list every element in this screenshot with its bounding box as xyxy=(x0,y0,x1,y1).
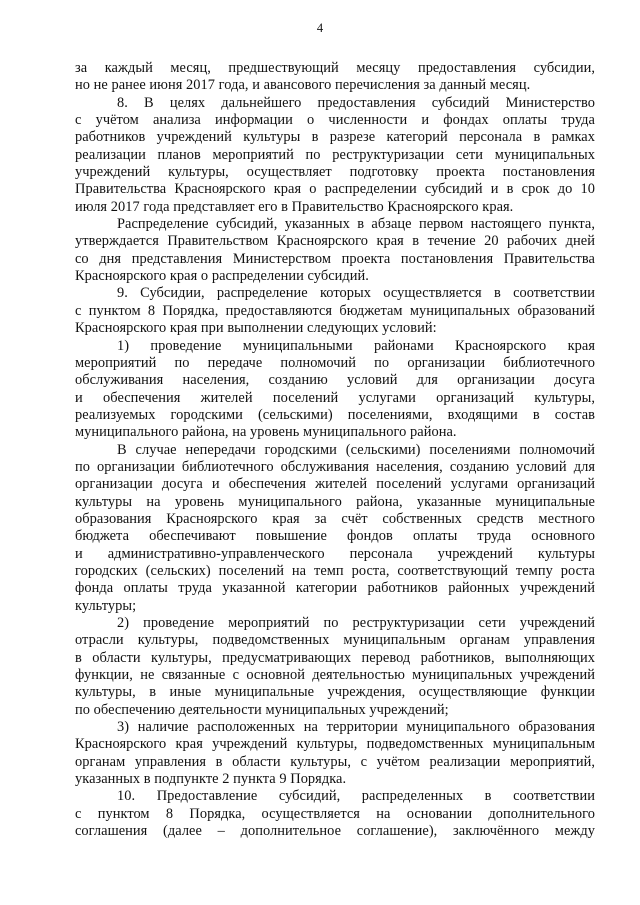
paragraph-subitem-2 xyxy=(75,615,595,719)
paragraph-distribution xyxy=(75,216,595,285)
document-body xyxy=(75,60,595,840)
text-line: июля 2017 года представляет его в Правительство Красноярского края. xyxy=(75,198,514,215)
text-line: реализуемых городскими (сельскими) поселениями, входящими в состав xyxy=(75,406,595,423)
text-line: со дня представления Министерством проекта постановления Правительства xyxy=(75,250,595,267)
text-line: организации досуга и обеспечения жителей поселений услугами организаций xyxy=(75,476,595,493)
text-line: с учётом анализа информации о численности и фондах оплаты труда xyxy=(75,112,595,129)
text-line: муниципального района, на уровень муниципального района. xyxy=(75,424,457,441)
text-line: но не ранее июня 2017 года, и авансового перечисления за данный месяц. xyxy=(75,77,531,94)
text-line: отрасли культуры, подведомственных муниципальным органам управления xyxy=(75,632,595,649)
text-line: работников учреждений культуры в разрезе категорий персонала в рамках xyxy=(75,129,595,146)
text-line: функции, не связанные с основной деятельностью муниципальных учреждений xyxy=(75,667,595,684)
paragraph-non-transfer-case xyxy=(75,442,595,615)
text-line: фонда оплаты труда указанной категории работников районных учреждений xyxy=(75,580,595,597)
text-line: учреждений культуры, осуществляет подготовку проекта постановления xyxy=(75,164,595,181)
paragraph-subitem-1 xyxy=(75,338,595,442)
text-line: в области культуры, предусматривающих перевод работников, выполняющих xyxy=(75,649,595,666)
text-line: по организации библиотечного обслуживания населения, созданию условий для xyxy=(75,458,595,475)
text-line: 2) проведение мероприятий по реструктуризации сети учреждений xyxy=(117,615,595,631)
text-line: Красноярского края учреждений культуры, подведомственных муниципальным xyxy=(75,736,595,753)
text-line: за каждый месяц, предшествующий месяцу предоставления субсидии, xyxy=(75,60,595,76)
text-line: 9. Субсидии, распределение которых осуществляется в соответствии xyxy=(117,285,595,302)
paragraph-subitem-3 xyxy=(75,719,595,788)
text-line: реализации планов мероприятий по реструктуризации сети муниципальных xyxy=(75,146,595,163)
paragraph-item-9 xyxy=(75,285,595,337)
text-line: В случае непередачи городскими (сельскими) поселениями полномочий xyxy=(117,441,595,458)
text-line: 1) проведение муниципальными районами Красноярского края xyxy=(117,337,595,354)
text-line: 3) наличие расположенных на территории муниципального образования xyxy=(117,719,595,736)
text-line: 8. В целях дальнейшего предоставления субсидий Министерство xyxy=(117,94,595,111)
text-line: Правительства Красноярского края о распределении субсидий и в срок до 10 xyxy=(75,181,595,198)
text-line: утверждается Правительством Красноярского края в течение 20 рабочих дней xyxy=(75,233,595,250)
text-line: Красноярского края о распределении субсидий. xyxy=(75,268,369,285)
text-line: мероприятий по передаче полномочий по организации библиотечного xyxy=(75,354,595,371)
text-line: городских (сельских) поселений на темп роста, соответствующий темпу роста xyxy=(75,562,595,579)
paragraph-continuation xyxy=(75,60,595,95)
text-line: культуры, в иные муниципальные учреждения, осуществляющие функции xyxy=(75,684,595,701)
text-line: бюджета обеспечивают повышение фондов оплаты труда основного xyxy=(75,528,595,545)
text-line: 10. Предоставление субсидий, распределенных в соответствии xyxy=(117,788,595,805)
text-line: культуры; xyxy=(75,597,137,614)
text-line: указанных в подпункте 2 пункта 9 Порядка. xyxy=(75,771,347,788)
text-line: и обеспечения жителей поселений услугами организаций культуры, xyxy=(75,389,595,406)
text-line: по обеспечению деятельности муниципальных учреждений; xyxy=(75,701,449,718)
text-line: и административно-управленческого персонала учреждений культуры xyxy=(75,545,595,562)
text-line: образования Красноярского края за счёт собственных средств местного xyxy=(75,510,595,527)
text-line: с пунктом 8 Порядка, предоставляются бюджетам муниципальных образований xyxy=(75,302,595,319)
text-line: культуры на уровень муниципального района, указанные муниципальные xyxy=(75,493,595,510)
text-line: Распределение субсидий, указанных в абзаце первом настоящего пункта, xyxy=(117,216,595,233)
page-number: 4 xyxy=(316,21,324,35)
text-line: обслуживания населения, созданию условий для организации досуга xyxy=(75,372,595,389)
text-line: Красноярского края при выполнении следующих условий: xyxy=(75,320,437,337)
text-line: соглашения (далее – дополнительное соглашение), заключённого между xyxy=(75,823,595,840)
paragraph-item-8 xyxy=(75,95,595,216)
paragraph-item-10 xyxy=(75,788,595,840)
text-line: с пунктом 8 Порядка, осуществляется на основании дополнительного xyxy=(75,805,595,822)
text-line: органам управления в области культуры, с учётом реализации мероприятий, xyxy=(75,753,595,770)
